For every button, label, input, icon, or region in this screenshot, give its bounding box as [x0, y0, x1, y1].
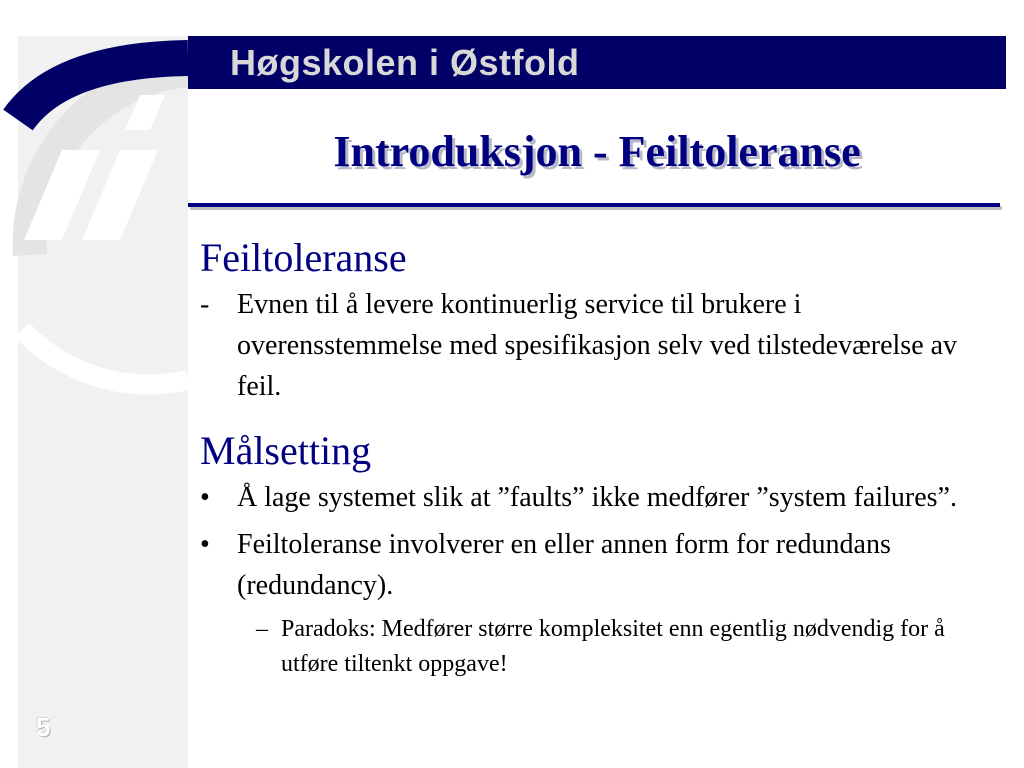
hiof-logo-icon: [0, 0, 188, 768]
section-heading: Målsetting: [200, 428, 372, 473]
bullet-marker: •: [200, 482, 210, 513]
sub-list-item-text: Paradoks: Medfører større kompleksitet enn egentlig nødvendig for å utføre tiltenkt oppgave!: [281, 616, 945, 677]
section-heading: Feiltoleranse: [200, 235, 407, 280]
list-item-text: Evnen til å levere kontinuerlig service til brukere i overensstemmelse med spesifikasjon selv ved tilstedeværelse av feil.: [237, 289, 958, 402]
list-item: [200, 524, 1000, 606]
list-item-text: Å lage systemet slik at ”faults” ikke medfører ”system failures”.: [237, 482, 957, 513]
institution-name: Høgskolen i Østfold: [230, 42, 580, 83]
title-divider: [188, 203, 1000, 207]
list-item: [200, 284, 1000, 407]
sub-list-item: [246, 612, 1000, 682]
dash-marker: -: [200, 289, 210, 320]
slide-title: Introduksjon - Feiltoleranse: [333, 127, 861, 176]
en-dash-marker: –: [256, 616, 268, 642]
bullet-marker: •: [200, 529, 210, 560]
list-item: [200, 477, 1000, 518]
slide-content: [200, 232, 1000, 682]
list-item-text: Feiltoleranse involverer en eller annen form for redundans (redundancy).: [237, 529, 891, 601]
page-number: 5: [36, 712, 51, 742]
